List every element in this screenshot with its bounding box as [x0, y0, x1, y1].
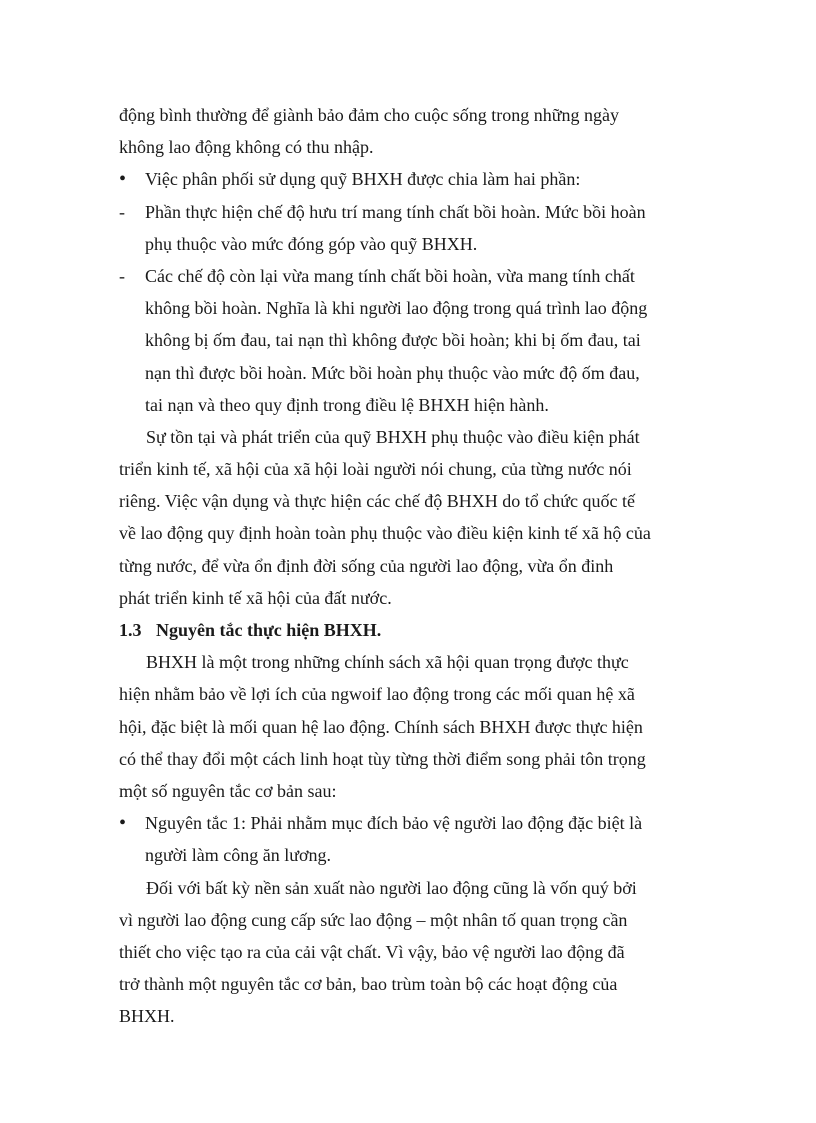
text-line: Sự tồn tại và phát triển của quỹ BHXH phụ thuộc vào điều kiện phát: [146, 426, 640, 447]
text-line: về lao động quy định hoàn toàn phụ thuộc vào điều kiện kinh tế xã hộ của: [119, 523, 651, 544]
dash-item-pension: [119, 196, 704, 260]
text-line: có thể thay đổi một cách linh hoạt tùy từng thời điểm song phải tôn trọng: [119, 748, 646, 769]
text-line: người làm công ăn lương.: [145, 845, 332, 866]
bullet-item-principle-1: [119, 807, 704, 871]
text-line: Phần thực hiện chế độ hưu trí mang tính chất bồi hoàn. Mức bồi hoàn: [145, 201, 646, 222]
text-line: hiện nhằm bảo về lợi ích của ngwoif lao động trong các mối quan hệ xã: [119, 684, 635, 705]
text-line: phụ thuộc vào mức đóng góp vào quỹ BHXH.: [145, 233, 478, 254]
paragraph-fund-existence: [119, 421, 704, 614]
text-line: Các chế độ còn lại vừa mang tính chất bồi hoàn, vừa mang tính chất: [145, 265, 635, 286]
text-line: trở thành một nguyên tắc cơ bản, bao trùm toàn bộ các hoạt động của: [119, 974, 618, 995]
text-line: từng nước, để vừa ổn định đời sống của người lao động, vừa ổn đinh: [119, 555, 614, 576]
dash-marker: -: [119, 201, 125, 222]
section-heading: [119, 614, 704, 646]
section-number: 1.3: [119, 620, 142, 640]
text-line: riêng. Việc vận dụng và thực hiện các chế độ BHXH do tổ chức quốc tế: [119, 491, 635, 512]
bullet-icon: •: [119, 812, 127, 835]
bullet-icon: •: [119, 168, 127, 191]
text-line: nạn thì được bồi hoàn. Mức bồi hoàn phụ thuộc vào mức độ ốm đau,: [145, 362, 640, 383]
text-line: hội, đặc biệt là mối quan hệ lao động. Chính sách BHXH được thực hiện: [119, 716, 643, 737]
text-line: vì người lao động cung cấp sức lao động – một nhân tố quan trọng cần: [119, 909, 628, 930]
paragraph-worker-protection: [119, 872, 704, 1033]
text-line: BHXH.: [119, 1006, 175, 1027]
text-line: một số nguyên tắc cơ bản sau:: [119, 780, 337, 801]
text-line: không bồi hoàn. Nghĩa là khi người lao động trong quá trình lao động: [145, 298, 648, 319]
text-line: phát triển kinh tế xã hội của đất nước.: [119, 587, 392, 608]
text-line: tai nạn và theo quy định trong điều lệ BHXH hiện hành.: [145, 394, 549, 415]
continued-paragraph: [119, 99, 704, 163]
text-line: động bình thường để giành bảo đảm cho cuộc sống trong những ngày: [119, 105, 619, 125]
text-line: triển kinh tế, xã hội của xã hội loài người nói chung, của từng nước nói: [119, 459, 632, 480]
page-content: [119, 99, 704, 1032]
text-line: Nguyên tắc 1: Phải nhằm mục đích bảo vệ người lao động đặc biệt là: [145, 813, 643, 834]
text-line: không bị ốm đau, tai nạn thì không được bồi hoàn; khi bị ốm đau, tai: [145, 330, 641, 351]
text-line: Việc phân phối sử dụng quỹ BHXH được chia làm hai phần:: [145, 169, 581, 190]
dash-marker: -: [119, 265, 125, 286]
text-line: Đối với bất kỳ nền sản xuất nào người lao động cũng là vốn quý bởi: [146, 877, 637, 898]
text-line: BHXH là một trong những chính sách xã hội quan trọng được thực: [146, 652, 629, 673]
text-line: không lao động không có thu nhập.: [119, 137, 374, 158]
bullet-item-distribution: [119, 163, 704, 195]
text-line: thiết cho việc tạo ra của cải vật chất. Vì vậy, bảo vệ người lao động đã: [119, 941, 625, 962]
section-title: Nguyên tắc thực hiện BHXH.: [156, 620, 382, 640]
dash-item-other-regimes: [119, 260, 704, 421]
paragraph-bhxh-policy: [119, 646, 704, 807]
